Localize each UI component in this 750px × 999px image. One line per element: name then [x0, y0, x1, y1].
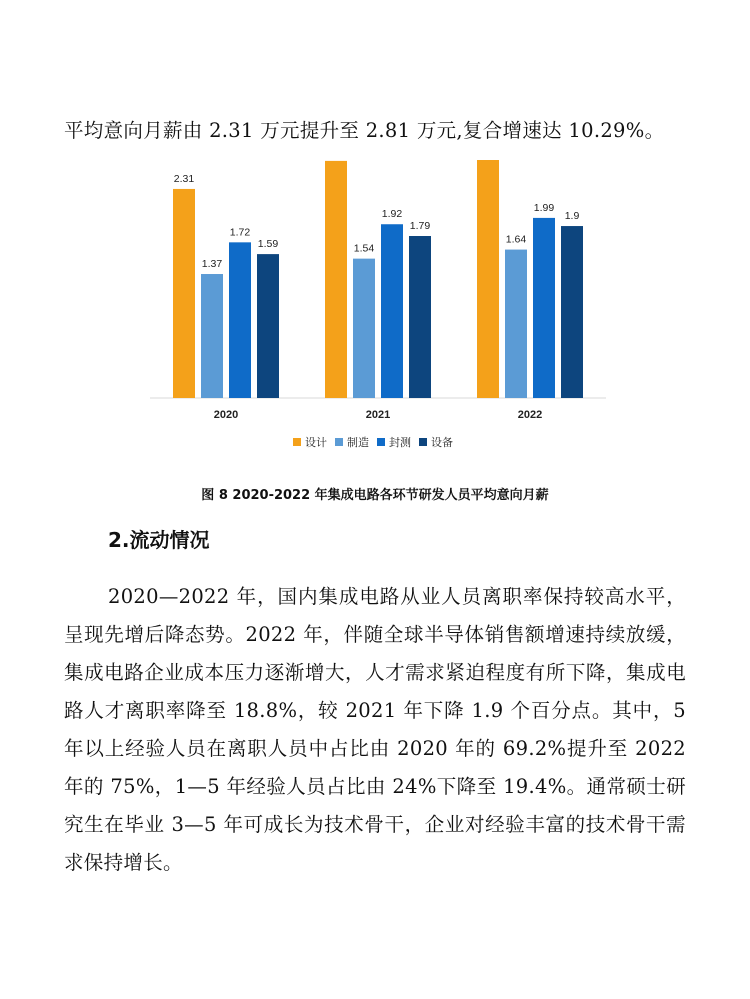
figure-caption: 图 8 2020-2022 年集成电路各环节研发人员平均意向月薪 — [201, 488, 549, 503]
legend-swatch — [377, 438, 385, 446]
x-tick-label: 2021 — [365, 409, 391, 421]
bar-设计-2021 — [325, 161, 347, 398]
bar-设计-2020 — [173, 189, 195, 398]
bar-设备-2020 — [257, 254, 279, 398]
bar-封测-2021 — [381, 224, 403, 398]
salary-bar-chart — [0, 160, 750, 480]
data-label: 2.31 — [173, 172, 195, 185]
x-tick-label: 2020 — [213, 409, 239, 421]
legend-label: 封测 — [389, 437, 411, 449]
data-label: 1.59 — [257, 238, 279, 251]
bar-制造-2020 — [201, 274, 223, 398]
bar-制造-2021 — [353, 259, 375, 398]
bar-制造-2022 — [505, 250, 527, 398]
lead-paragraph: 平均意向月薪由 2.31 万元提升至 2.81 万元,复合增速达 10.29%。 — [64, 119, 665, 142]
bar-设备-2022 — [561, 226, 583, 398]
bar-封测-2020 — [229, 242, 251, 398]
body-paragraph: 2020—2022 年，国内集成电路从业人员离职率保持较高水平，呈现先增后降态势。2022 年，伴随全球半导体销售额增速持续放缓，集成电路企业成本压力逐渐增大，人才需求紧迫程度有所下降，集成电路人才离职率降至 18.8%，较 2021 年下降 1.9 个百分点。其中，5 年以上经验人员在离职人员中占比由 2020 年的 69.2%提升至 2022 年的 75%，1—5 年经验人员占比由 24%下降至 19.4%。通常硕士研究生在毕业 3—5 年可成长为技术骨干，企业对经验丰富的技术骨干需求保持增长。 — [64, 585, 686, 874]
bar-设备-2021 — [409, 236, 431, 398]
section-heading: 2.流动情况 — [108, 528, 210, 552]
legend-label: 设备 — [431, 437, 453, 449]
legend-swatch — [335, 438, 343, 446]
bar-封测-2022 — [533, 218, 555, 398]
legend-swatch — [293, 438, 301, 446]
legend-swatch — [419, 438, 427, 446]
data-label: 1.79 — [409, 220, 431, 233]
x-tick-label: 2022 — [517, 409, 543, 421]
legend-label: 制造 — [347, 437, 369, 449]
legend-label: 设计 — [305, 437, 327, 449]
data-label: 1.54 — [353, 242, 375, 255]
bar-设计-2022 — [477, 160, 499, 398]
data-label: 1.64 — [505, 233, 527, 246]
data-label: 1.9 — [564, 210, 580, 223]
data-label: 1.99 — [533, 201, 555, 214]
data-label: 1.37 — [201, 258, 223, 271]
data-label: 1.72 — [229, 226, 251, 239]
data-label: 1.92 — [381, 208, 403, 221]
